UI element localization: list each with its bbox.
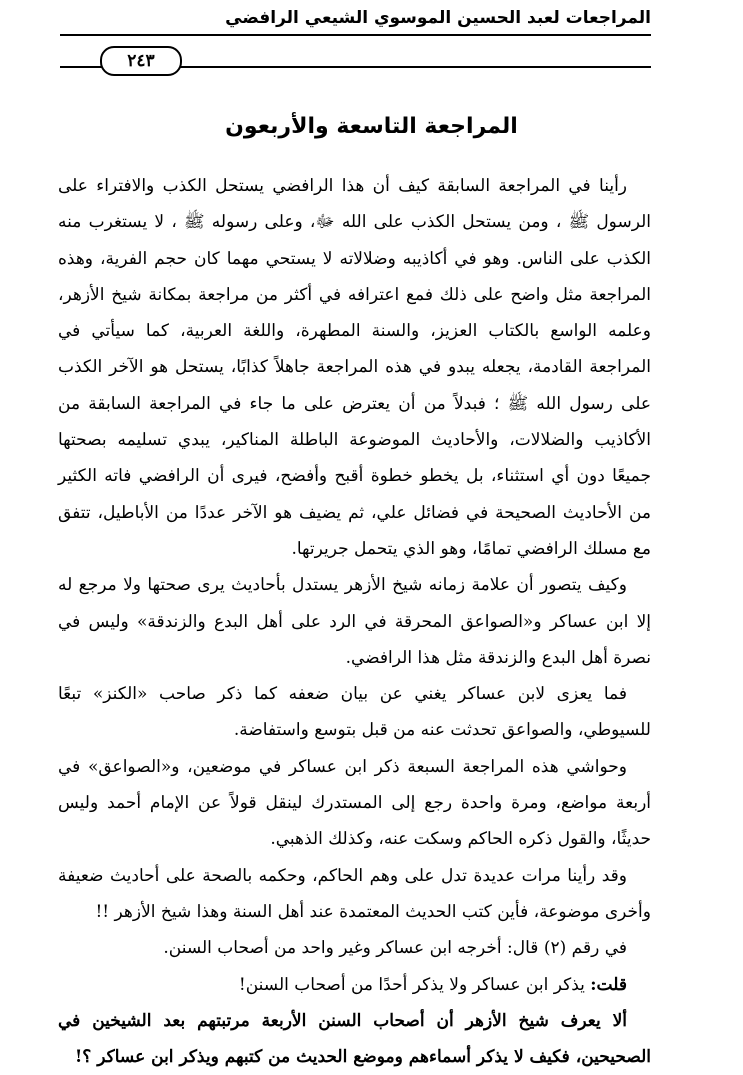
paragraph-8 (58, 1003, 651, 1075)
paragraph-6-text: في رقم (٢) قال: أخرجه ابن عساكر وغير واحد من أصحاب السنن. (163, 938, 627, 959)
paragraph-7 (58, 967, 651, 1003)
paragraph-2 (58, 567, 651, 676)
paragraph-4 (58, 749, 651, 858)
paragraph-2-text: وكيف يتصور أن علامة زمانه شيخ الأزهر يستدل بأحاديث يرى صحتها ولا مرجع له إلا ابن عساكر و«الصواعق المحرقة في الرد على أهل البدع والزندقة» وليس في نصرة أهل البدع والزندقة مثل هذا الرافضي. (58, 575, 651, 668)
paragraph-7-text: يذكر ابن عساكر ولا يذكر أحدًا من أصحاب السنن! (238, 974, 591, 995)
running-head-title: المراجعات لعبد الحسين الموسوي الشيعي الرافضي (225, 8, 651, 28)
paragraph-4-text: وحواشي هذه المراجعة السبعة ذكر ابن عساكر في موضعين، و«الصواعق» في أربعة مواضع، ومرة واحدة رجع إلى المستدرك لينقل قولاً عن الإمام أحمد وليس حديثًا، والقول ذكره الحاكم وسكت عنه، وكذلك الذهبي. (58, 756, 651, 850)
paragraph-5-text: وقد رأينا مرات عديدة تدل على وهم الحاكم، وحكمه بالصحة على أحاديث ضعيفة وأخرى موضوعة، فأين كتب الحديث المعتمدة عند أهل السنة وهذا شيخ الأزهر !! (58, 865, 651, 922)
chapter-title: المراجعة التاسعة والأربعون (225, 114, 518, 139)
paragraph-3-text: فما يعزى لابن عساكر يغني عن بيان ضعفه كما ذكر صاحب «الكنز» تبعًا للسيوطي، والصواعق تحدثت عنه من قبل بتوسع واستفاضة. (58, 684, 651, 741)
page-number: ٢٤٣ (100, 46, 182, 76)
body-text (58, 168, 651, 1075)
paragraph-7-lead: قلت: (590, 974, 627, 995)
paragraph-8-lead: ألا يعرف شيخ الأزهر أن أصحاب السنن الأربعة مرتبتهم بعد الشيخين في الصحيحين، فكيف لا يذكر أسماءهم وموضع الحديث من كتبهم ويذكر ابن عساكر ؟! (58, 1010, 651, 1068)
paragraph-6 (58, 930, 651, 966)
paragraph-1 (58, 168, 651, 567)
paragraph-1-text: رأينا في المراجعة السابقة كيف أن هذا الرافضي يستحل الكذب والافتراء على الرسول ﷺ ، ومن يستحل الكذب على الله ﷻ، وعلى رسوله ﷺ ، لا يستغرب منه الكذب على الناس. وهو في أكاذيبه وضلالاته لا يستحي مهما كان حجم الفرية، وهذه المراجعة مثل واضح على ذلك فمع اعترافه في أكثر من مراجعة بمكانة شيخ الأزهر، وعلمه الواسع بالكتاب العزيز، والسنة المطهرة، واللغة العربية، كما سيأتي في المراجعة القادمة، يجعله يبدو في هذه المراجعة جاهلاً كذابًا، يستحل هو الآخر الكذب على رسول الله ﷺ ؛ فبدلاً من أن يعترض على ما جاء في المراجعة السابقة من الأكاذيب والضلالات، والأحاديث الموضوعة الباطلة المناكير، يبدي تسليمه بصحتها جميعًا دون أي استثناء، بل يخطو خطوة أقبح وأفضح، فيرى أن الرافضي فاته الكثير من الأحاديث الصحيحة في فضائل علي، ثم يضيف هو الآخر عددًا من الأباطيل، تتفق مع مسلك الرافضي تمامًا، وهو الذي يتحمل جريرتها. (58, 176, 651, 559)
paragraph-5 (58, 858, 651, 931)
paragraph-3 (58, 676, 651, 749)
header-rule-top (60, 34, 651, 36)
